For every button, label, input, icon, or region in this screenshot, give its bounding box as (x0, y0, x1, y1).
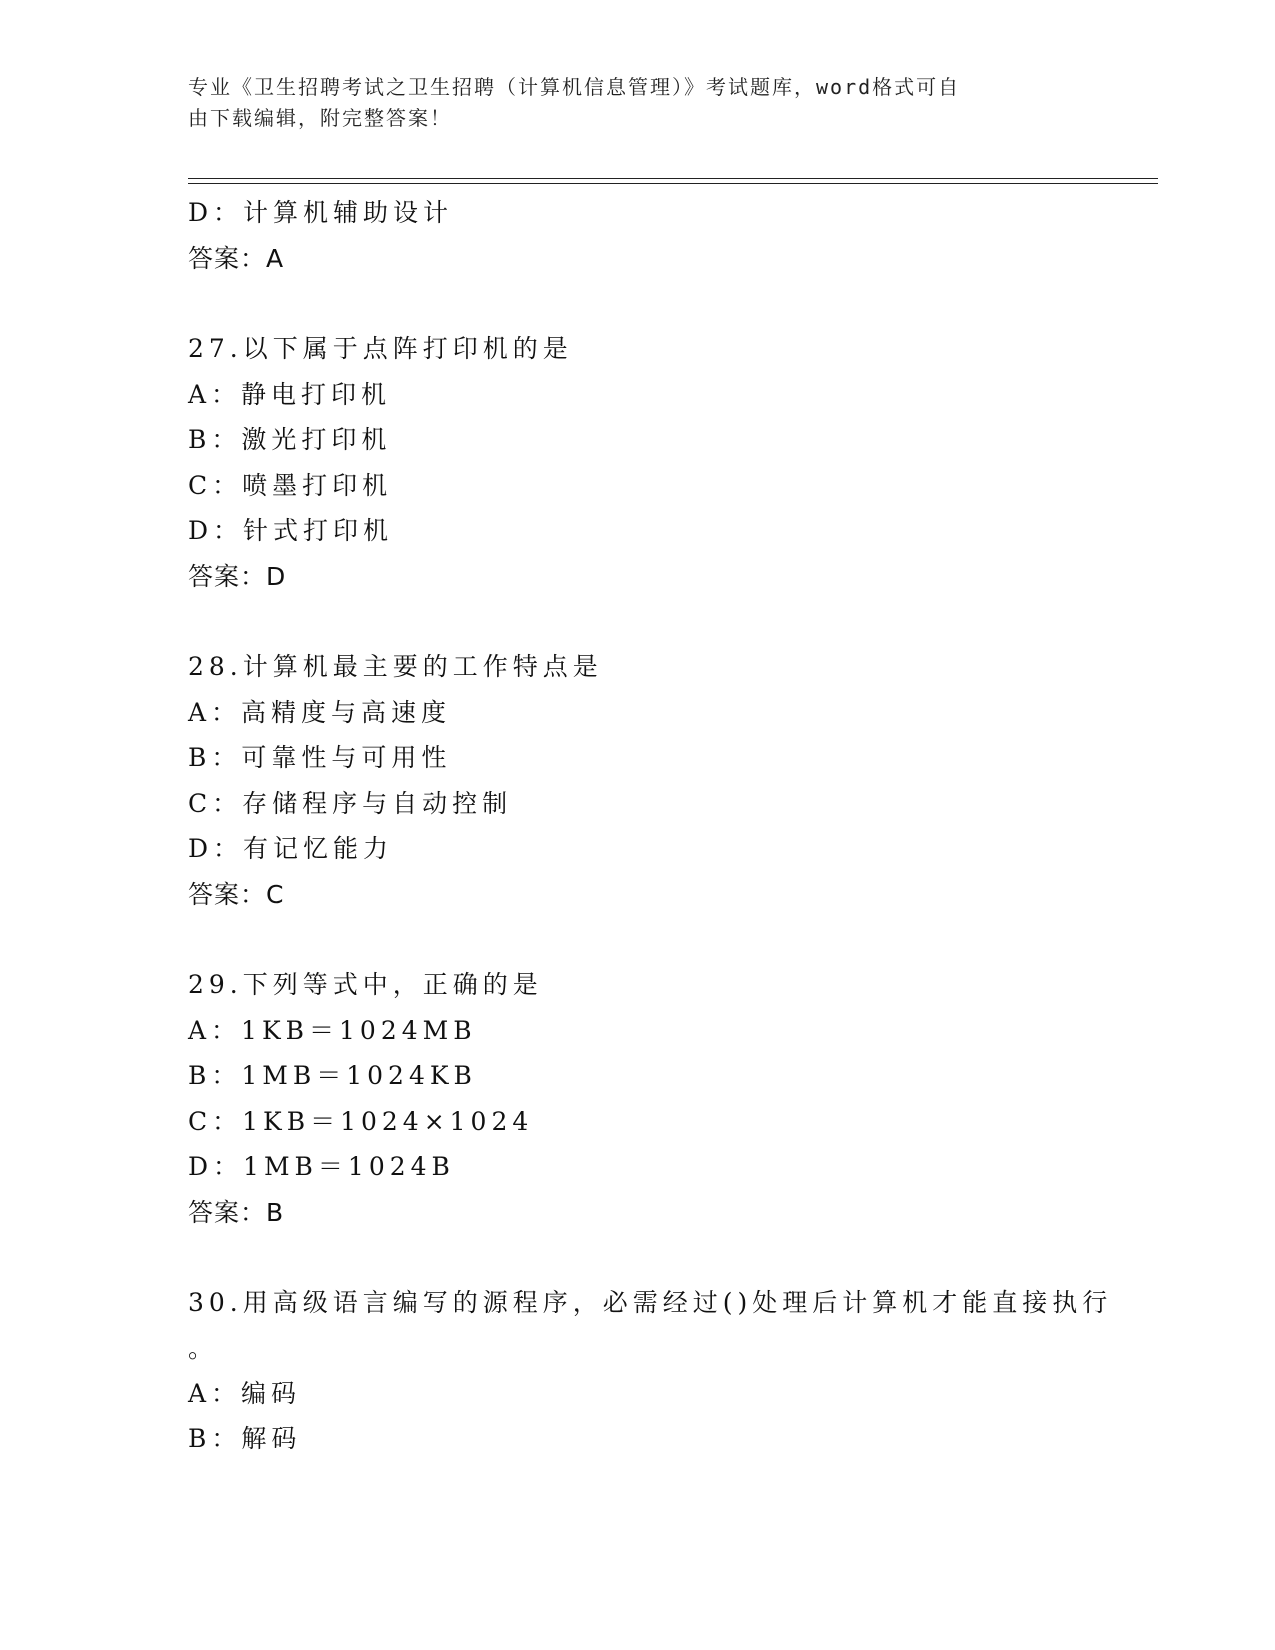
answer: 答案：D (188, 561, 287, 591)
answer: 答案：C (188, 879, 285, 909)
option-b: B：激光打印机 (188, 425, 392, 454)
question-stem-continuation: 。 (188, 1333, 214, 1363)
prev-answer: 答案：A (188, 243, 285, 273)
option-c: C：1KB＝1024×1024 (188, 1106, 534, 1136)
option-b: B：解码 (188, 1424, 302, 1453)
document-header (188, 72, 1088, 134)
option-a: A：编码 (188, 1378, 302, 1408)
spacer (188, 281, 1148, 326)
question-stem: 30.用高级语言编写的源程序，必需经过()处理后计算机才能直接执行 (188, 1288, 1113, 1317)
question-28 (188, 644, 1148, 917)
option-d: D：针式打印机 (188, 516, 394, 545)
question-list (188, 190, 1148, 1462)
spacer (188, 1235, 1148, 1280)
option-b: B：1MB＝1024KB (188, 1061, 477, 1090)
option-b: B：可靠性与可用性 (188, 743, 452, 772)
option-c: C：喷墨打印机 (188, 470, 393, 500)
question-stem: 28.计算机最主要的工作特点是 (188, 652, 603, 681)
option-d: D：有记忆能力 (188, 834, 394, 863)
header-line-2: 由下载编辑，附完整答案！ (188, 106, 452, 130)
option-a: A：高精度与高速度 (188, 697, 452, 727)
prev-option-d: D：计算机辅助设计 (188, 198, 454, 227)
option-c: C：存储程序与自动控制 (188, 788, 513, 818)
option-a: A：静电打印机 (188, 379, 392, 409)
option-a: A：1KB＝1024MB (188, 1015, 477, 1045)
question-30 (188, 1280, 1148, 1462)
header-divider-bottom (188, 183, 1158, 184)
answer: 答案：B (188, 1197, 285, 1227)
spacer (188, 599, 1148, 644)
question-stem: 29.下列等式中，正确的是 (188, 970, 543, 999)
spacer (188, 917, 1148, 962)
option-d: D：1MB＝1024B (188, 1152, 455, 1181)
question-27 (188, 326, 1148, 599)
header-line-1: 专业《卫生招聘考试之卫生招聘（计算机信息管理）》考试题库，word格式可自 (188, 75, 961, 99)
question-stem: 27.以下属于点阵打印机的是 (188, 334, 573, 363)
question-29 (188, 962, 1148, 1235)
header-divider-top (188, 178, 1158, 179)
